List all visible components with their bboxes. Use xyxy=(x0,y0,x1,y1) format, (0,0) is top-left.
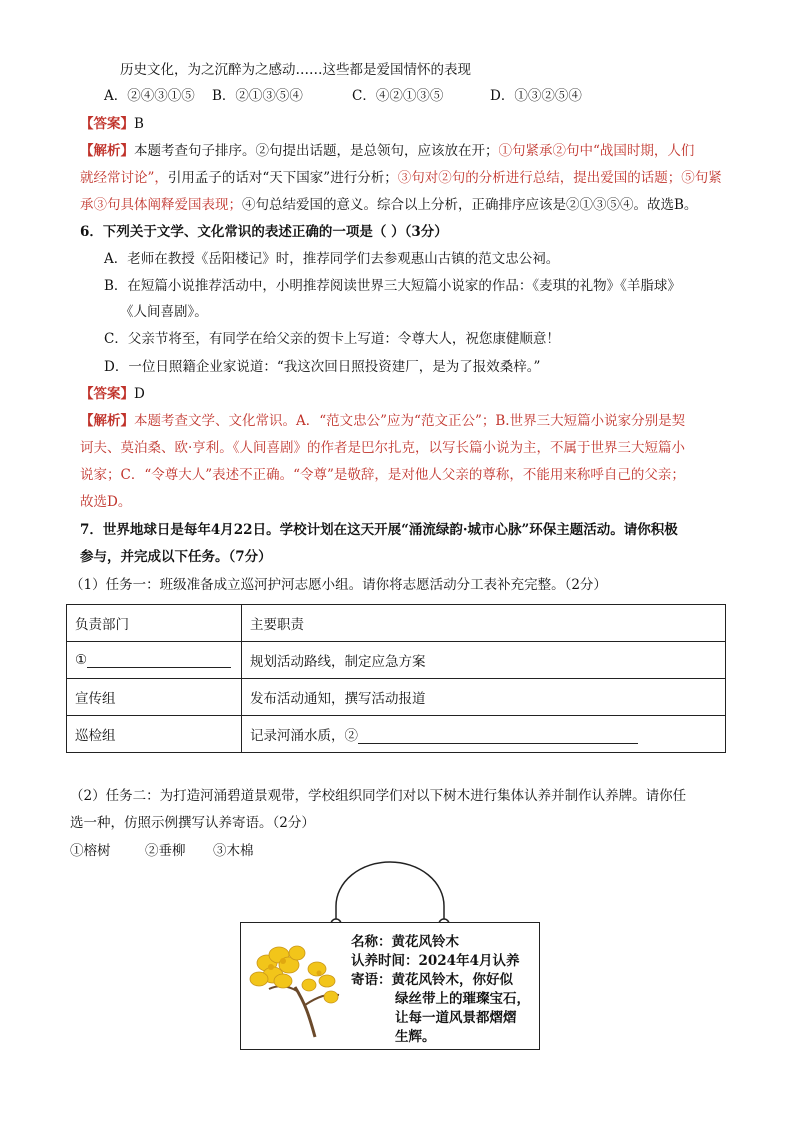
q5-analysis-line1 xyxy=(80,141,694,161)
q6-option-b-cont: 《人间喜剧》。 xyxy=(120,304,208,320)
q6-option-d: D．一位日照籍企业家说道：“我这次回日照投资建厂，是为了报效桑梓。” xyxy=(104,359,541,375)
answer-tag: 【答案】 xyxy=(80,116,134,132)
table-header-cell: 主要职责 xyxy=(242,605,726,642)
analysis-text: 本题考查文学、文化常识。A．“范文忠公”应为“范文正公”；B.世界三大短篇小说家分别是契 xyxy=(134,413,686,429)
table-header-row xyxy=(67,605,726,642)
sign-message-line: 黄花风铃木，你好似 xyxy=(391,972,513,988)
q6-stem: 6．下列关于文学、文化常识的表述正确的一项是（ ）（3分） xyxy=(80,224,448,240)
q5-option-a: A．②④③①⑤ xyxy=(104,88,195,104)
table-header-cell: 负责部门 xyxy=(67,605,242,642)
table-cell: 巡检组 xyxy=(67,716,242,753)
sign-text xyxy=(351,933,530,1047)
adoption-sign-card xyxy=(240,922,540,1050)
q5-option-d: D．①③②⑤④ xyxy=(490,88,582,104)
answer-blank-2[interactable] xyxy=(358,729,638,744)
table-cell[interactable] xyxy=(67,642,242,679)
q5-analysis-line2 xyxy=(80,168,722,188)
q7-task2-line1: （2）任务二：为打造河涌碧道景观带，学校组织同学们对以下树木进行集体认养并制作认养牌。请你任 xyxy=(70,788,687,804)
q6-analysis-line2: 诃夫、莫泊桑、欧·亨利。《人间喜剧》的作者是巴尔扎克，以写长篇小说为主，不属于世界三大短篇小 xyxy=(80,440,686,456)
q5-options xyxy=(104,86,582,106)
analysis-highlight: ③句对②句的分析进行总结，提出爱国的话题；⑤句紧 xyxy=(397,170,722,186)
table-cell: 宣传组 xyxy=(67,679,242,716)
analysis-tag: 【解析】 xyxy=(80,143,134,159)
analysis-text: 引用孟子的话对“天下国家”进行分析； xyxy=(167,170,398,186)
q7-task2-line2: 选一种，仿照示例撰写认养寄语。（2分） xyxy=(70,815,315,831)
q7-task1: （1）任务一：班级准备成立巡河护河志愿小组。请你将志愿活动分工表补充完整。（2分） xyxy=(70,577,607,593)
analysis-highlight: ①句紧承②句中“战国时期，人们 xyxy=(498,143,695,159)
sign-message-line: 生辉。 xyxy=(395,1029,436,1045)
answer-value: B xyxy=(134,116,144,132)
volunteer-table xyxy=(66,604,726,753)
q6-option-b: B．在短篇小说推荐活动中，小明推荐阅读世界三大短篇小说家的作品：《麦琪的礼物》《羊脂球》 xyxy=(104,278,681,294)
analysis-highlight: 承③句具体阐释爱国表现； xyxy=(80,197,242,213)
analysis-highlight: 就经常讨论”， xyxy=(80,170,168,186)
q6-option-a: A．老师在教授《岳阳楼记》时，推荐同学们去参观惠山古镇的范文忠公祠。 xyxy=(104,251,560,267)
sign-message-label: 寄语： xyxy=(351,972,392,988)
q5-continuation: 历史文化，为之沉醉为之感动……这些都是爱国情怀的表现 xyxy=(120,62,471,78)
blank-marker: ① xyxy=(75,652,88,668)
tree-option: ①榕树 xyxy=(70,843,111,859)
q6-option-c: C．父亲节将至，有同学在给父亲的贺卡上写道：令尊大人，祝您康健顺意！ xyxy=(104,331,560,347)
table-cell: 规划活动路线，制定应急方案 xyxy=(242,642,726,679)
sign-time: 认养时间：2024年4月认养 xyxy=(351,953,520,969)
q6-analysis-line4: 故选D。 xyxy=(80,494,132,510)
analysis-text: ④句总结爱国的意义。综合以上分析，正确排序应该是②①③⑤④。故选B。 xyxy=(242,197,698,213)
table-row xyxy=(67,716,726,753)
tree-option: ②垂柳 xyxy=(145,843,186,859)
q6-answer xyxy=(80,384,145,404)
q6-analysis-line1 xyxy=(80,411,685,431)
sign-hanger-icon xyxy=(330,858,450,930)
sign-name: 名称：黄花风铃木 xyxy=(351,934,459,950)
q6-analysis-line3: 说家；C．“令尊大人”表述不正确。“令尊”是敬辞，是对他人父亲的尊称，不能用来称呼自己的父亲； xyxy=(80,467,685,483)
q5-analysis-line3 xyxy=(80,195,697,215)
answer-tag: 【答案】 xyxy=(80,386,134,402)
q7-stem-line2: 参与，并完成以下任务。（7分） xyxy=(80,549,272,565)
table-row xyxy=(67,679,726,716)
q7-stem-line1: 7．世界地球日是每年4月22日。学校计划在这天开展“涌流绿韵·城市心脉”环保主题活动。请你积极 xyxy=(80,522,678,538)
sign-message-line: 让每一道风景都熠熠 xyxy=(395,1010,517,1026)
analysis-tag: 【解析】 xyxy=(80,413,134,429)
tree-options xyxy=(70,841,254,861)
table-cell[interactable] xyxy=(242,716,726,753)
q5-option-c: C．④②①③⑤ xyxy=(352,88,444,104)
sign-message-line: 绿丝带上的璀璨宝石， xyxy=(395,991,530,1007)
analysis-text: 本题考查句子排序。②句提出话题，是总领句，应该放在开； xyxy=(134,143,499,159)
answer-blank-1[interactable] xyxy=(87,653,231,668)
duty-text: 记录河涌水质，② xyxy=(250,728,358,744)
table-cell: 发布活动通知，撰写活动报道 xyxy=(242,679,726,716)
sign-message xyxy=(351,971,530,990)
tree-option: ③木棉 xyxy=(213,843,254,859)
q5-answer xyxy=(80,114,144,134)
answer-value: D xyxy=(134,386,145,402)
yellow-bell-flower-icon xyxy=(247,935,347,1039)
q5-option-b: B．②①③⑤④ xyxy=(212,88,303,104)
table-row xyxy=(67,642,726,679)
